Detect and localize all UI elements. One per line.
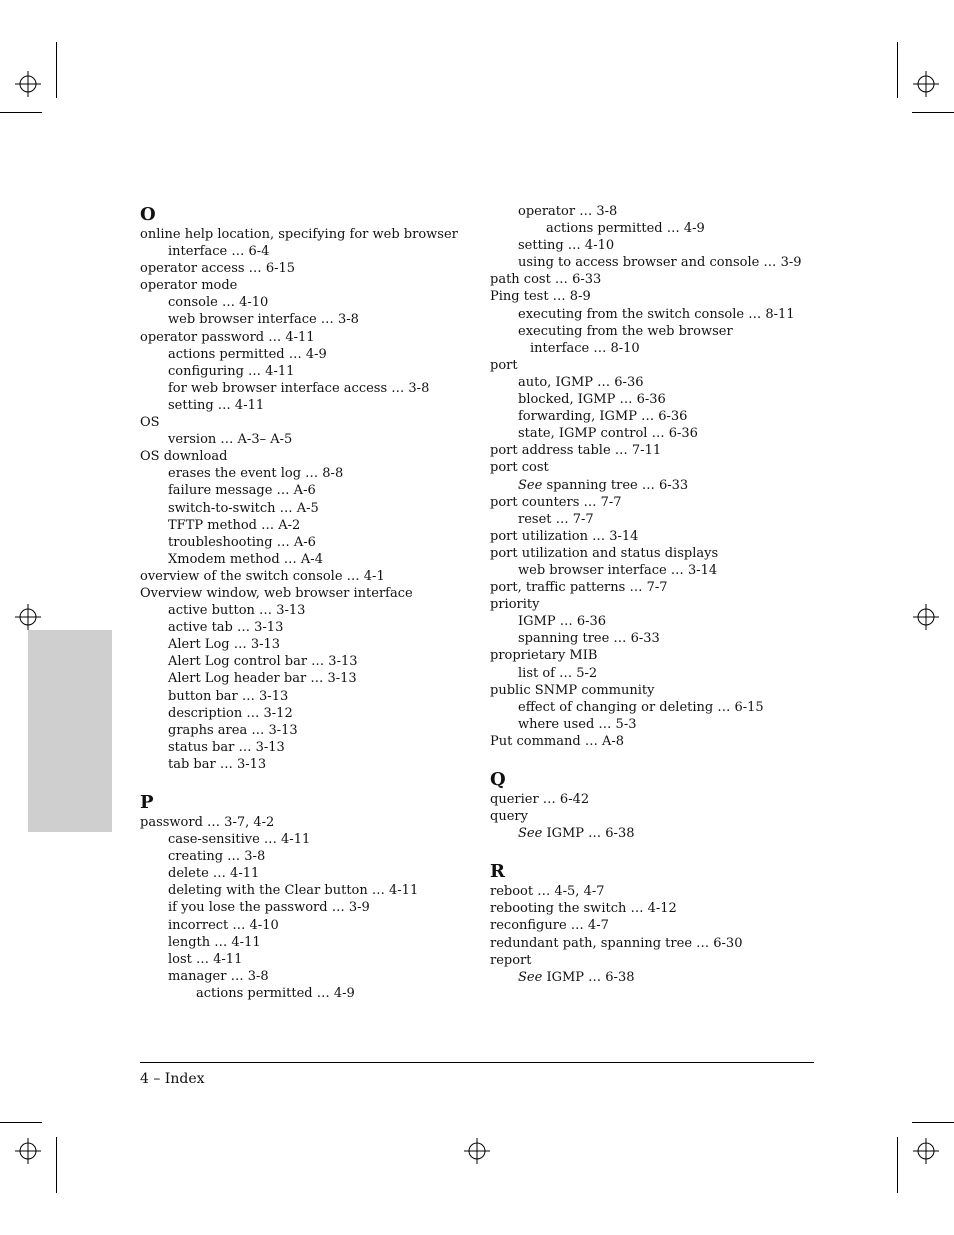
index-entry: deleting with the Clear button … 4-11: [168, 883, 419, 899]
index-entry: case-sensitive … 4-11: [168, 832, 311, 848]
section-heading: Q: [490, 769, 506, 790]
index-entry: port address table … 7-11: [490, 443, 662, 459]
index-column-left: [140, 203, 460, 1002]
index-entry: [490, 969, 820, 986]
index-entry: interface … 8-10: [530, 340, 640, 356]
index-entry: actions permitted … 4-9: [196, 985, 355, 1001]
index-entry: interface … 6-4: [168, 244, 270, 260]
registration-mark-icon: [15, 1138, 41, 1164]
index-entry: graphs area … 3-13: [168, 722, 298, 738]
index-entry: creating … 3-8: [168, 849, 266, 865]
index-entry: public SNMP community: [490, 682, 655, 698]
index-entry: actions permitted … 4-9: [168, 346, 327, 362]
index-entry: port counters … 7-7: [490, 494, 622, 510]
index-entry: delete … 4-11: [168, 866, 260, 882]
index-entry: switch-to-switch … A-5: [168, 500, 319, 516]
registration-mark-icon: [15, 604, 41, 630]
index-entry: for web browser interface access … 3-8: [168, 380, 430, 396]
index-entry: OS: [140, 415, 160, 431]
index-entry: OS download: [140, 449, 228, 465]
index-entry-text: IGMP … 6-38: [546, 826, 635, 842]
index-entry: rebooting the switch … 4-12: [490, 901, 677, 917]
index-entry: Xmodem method … A-4: [168, 551, 323, 567]
index-entry: port utilization … 3-14: [490, 528, 639, 544]
index-entry: description … 3-12: [168, 705, 293, 721]
index-entry: reboot … 4-5, 4-7: [490, 884, 605, 900]
index-entry: status bar … 3-13: [168, 739, 285, 755]
index-entry: overview of the switch console … 4-1: [140, 568, 385, 584]
index-column-right: [490, 203, 820, 986]
section-heading: R: [490, 861, 505, 883]
index-entry: active tab … 3-13: [168, 620, 284, 636]
index-entry: troubleshooting … A-6: [168, 534, 316, 550]
index-entry: executing from the switch console … 8-11: [518, 306, 795, 322]
index-entry: TFTP method … A-2: [168, 517, 301, 533]
crop-mark: [897, 1137, 898, 1193]
index-entry: port: [490, 357, 518, 373]
index-entry-text: spanning tree … 6-33: [546, 477, 689, 493]
index-entry: password … 3-7, 4-2: [140, 815, 275, 830]
index-entry: version … A-3– A-5: [168, 432, 293, 448]
crop-mark: [56, 42, 57, 98]
index-entry: path cost … 6-33: [490, 272, 602, 288]
index-entry: configuring … 4-11: [168, 363, 295, 379]
index-entry: state, IGMP control … 6-36: [518, 426, 698, 442]
index-entry: Ping test … 8-9: [490, 289, 591, 305]
index-entry-text: IGMP … 6-38: [546, 969, 635, 985]
section-heading: P: [140, 792, 154, 813]
index-entry: Alert Log control bar … 3-13: [168, 654, 358, 670]
index-entry: port utilization and status displays: [490, 545, 719, 561]
index-entry: length … 4-11: [168, 934, 261, 950]
index-entry: manager … 3-8: [168, 968, 269, 984]
footer-rule: [140, 1062, 814, 1063]
registration-mark-icon: [464, 1138, 490, 1164]
see-reference: See: [518, 477, 543, 493]
index-entry: reset … 7-7: [518, 511, 594, 527]
index-entry: erases the event log … 8-8: [168, 466, 344, 482]
index-entry: executing from the web browser: [518, 323, 733, 339]
page-footer: 4 – Index: [140, 1071, 205, 1087]
index-entry: querier … 6-42: [490, 792, 590, 807]
index-entry: auto, IGMP … 6-36: [518, 374, 644, 390]
index-entry: proprietary MIB: [490, 648, 598, 664]
index-entry: Alert Log … 3-13: [168, 637, 281, 653]
index-entry: port cost: [490, 460, 549, 476]
index-entry: console … 4-10: [168, 295, 269, 311]
index-entry: tab bar … 3-13: [168, 756, 267, 772]
index-entry: query: [490, 809, 528, 825]
see-reference: See: [518, 826, 543, 842]
crop-mark: [912, 1122, 954, 1123]
index-entry: blocked, IGMP … 6-36: [518, 392, 666, 408]
index-entry: list of … 5-2: [518, 665, 598, 681]
index-entry: Alert Log header bar … 3-13: [168, 671, 357, 687]
index-entry: failure message … A-6: [168, 483, 316, 499]
index-entry: web browser interface … 3-14: [518, 562, 718, 578]
crop-mark: [0, 1122, 42, 1123]
crop-mark: [912, 112, 954, 113]
index-entry: IGMP … 6-36: [518, 614, 607, 630]
registration-mark-icon: [15, 71, 41, 97]
index-entry: if you lose the password … 3-9: [168, 900, 370, 916]
index-entry: lost … 4-11: [168, 951, 243, 967]
index-entry: incorrect … 4-10: [168, 917, 279, 933]
index-tab: [28, 630, 112, 832]
index-entry: actions permitted … 4-9: [546, 221, 705, 237]
index-entry: button bar … 3-13: [168, 688, 289, 704]
index-entry: forwarding, IGMP … 6-36: [518, 409, 688, 425]
index-entry: reconfigure … 4-7: [490, 918, 609, 934]
index-entry: where used … 5-3: [518, 716, 637, 732]
index-entry: operator password … 4-11: [140, 329, 315, 345]
crop-mark: [0, 112, 42, 113]
registration-mark-icon: [913, 1138, 939, 1164]
index-entry: Put command … A-8: [490, 733, 624, 749]
index-entry: operator … 3-8: [518, 204, 618, 219]
index-entry: port, traffic patterns … 7-7: [490, 580, 668, 596]
index-entry: active button … 3-13: [168, 603, 306, 619]
index-entry: operator mode: [140, 278, 238, 294]
see-reference: See: [518, 969, 543, 985]
index-entry: [490, 825, 820, 842]
index-entry: using to access browser and console … 3-9: [518, 255, 802, 271]
index-entry: setting … 4-10: [518, 238, 615, 254]
index-entry: spanning tree … 6-33: [518, 631, 660, 647]
registration-mark-icon: [913, 604, 939, 630]
index-entry: Overview window, web browser interface: [140, 585, 413, 601]
index-entry: setting … 4-11: [168, 397, 265, 413]
section-heading: O: [140, 204, 156, 225]
index-entry: [490, 477, 820, 494]
index-entry: effect of changing or deleting … 6-15: [518, 699, 764, 715]
registration-mark-icon: [913, 71, 939, 97]
index-entry: report: [490, 952, 532, 968]
index-entry: priority: [490, 597, 540, 613]
crop-mark: [56, 1137, 57, 1193]
index-entry: web browser interface … 3-8: [168, 312, 359, 328]
index-entry: operator access … 6-15: [140, 261, 296, 277]
crop-mark: [897, 42, 898, 98]
index-entry: redundant path, spanning tree … 6-30: [490, 935, 743, 951]
index-entry: online help location, specifying for web browser: [140, 227, 458, 242]
